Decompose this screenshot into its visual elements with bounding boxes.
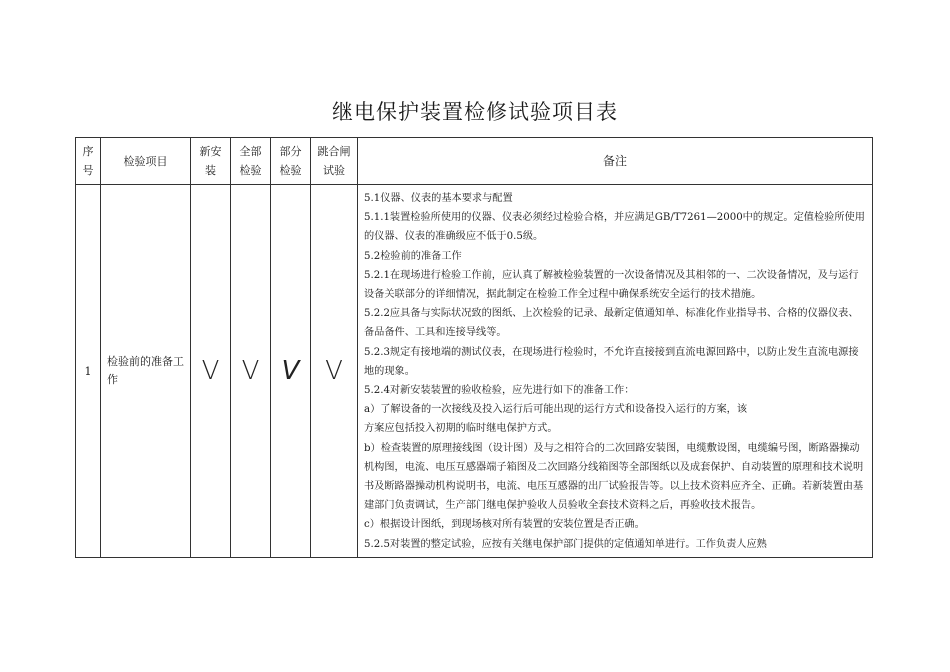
table-row xyxy=(76,185,873,558)
row-item: 检验前的准备工作 xyxy=(101,185,191,558)
header-seq-line1: 序 xyxy=(82,145,94,158)
note-line: 5.1仪器、仪表的基本要求与配置 xyxy=(364,193,513,204)
note-line: c）根据设计图纸，到现场核对所有装置的安装位置是否正确。 xyxy=(364,519,645,531)
note-line: 5.2检验前的准备工作 xyxy=(364,250,462,262)
notes-text xyxy=(358,185,872,557)
note-line: 5.2.5对装置的整定试验，应按有关继电保护部门提供的定值通知单进行。工作负责人应熟 xyxy=(364,538,767,550)
header-partial-line2: 检验 xyxy=(279,164,302,177)
header-new-line1: 新安 xyxy=(199,145,222,158)
inspection-table xyxy=(75,137,873,558)
header-new-install xyxy=(191,138,231,185)
header-trip-line1: 跳合闸 xyxy=(317,145,351,158)
note-line: a）了解设备的一次接线及投入运行后可能出现的运行方式和设备投入运行的方案，该 xyxy=(364,404,748,416)
header-trip-test xyxy=(311,138,358,185)
header-trip-line2: 试验 xyxy=(323,164,345,177)
header-full-line1: 全部 xyxy=(239,145,262,158)
mark-trip-test: V xyxy=(311,185,358,558)
note-line: 方案应包括投入初期的临时继电保护方式。 xyxy=(364,423,558,435)
header-seq-line2: 号 xyxy=(82,164,94,177)
header-full-line2: 检验 xyxy=(239,164,262,177)
header-remark: 备注 xyxy=(358,138,873,185)
header-new-line2: 装 xyxy=(205,164,216,177)
mark-new-install: V xyxy=(191,185,231,558)
note-line: b）检查装置的原理接线图（设计图）及与之相符合的二次回路安装图，电缆敷设图，电缆编号图，断路器操动机构图，电流、电压互感器端子箱图及二次回路分线箱图等全部图纸以及成套保护、自动装置的原理和技术说明书及断路器操动机构说明书，电流、电压互感器的出厂试验报告等。以上技术资料应齐全、正确。若新装置由基建部门负责调试，生产部门继电保护验收人员验收全套技术资料之后，再验收技术报告。 xyxy=(364,442,864,512)
header-partial-inspection xyxy=(271,138,311,185)
header-full-inspection xyxy=(231,138,271,185)
page-title: 继电保护装置检修试验项目表 xyxy=(332,100,618,124)
row-seq: 1 xyxy=(76,185,101,558)
mark-full-inspection: V xyxy=(231,185,271,558)
header-item: 检验项目 xyxy=(101,138,191,185)
note-line: 5.2.1在现场进行检验工作前，应认真了解被检验装置的一次设备情况及其相邻的一、二次设备情况，及与运行设备关联部分的详细情况，据此制定在检验工作全过程中确保系统安全运行的技术措施。 xyxy=(364,269,859,301)
note-line: 5.1.1装置检验所使用的仪器、仪表必须经过检验合格，并应满足GB/T7261—2000中的规定。定值检验所使用的仪器、仪表的准确级应不低于0.5级。 xyxy=(364,212,865,243)
note-line: 5.2.2应具备与实际状况致的图纸、上次检验的记录、最新定值通知单、标准化作业指导书、合格的仪器仪表、备品备件、工具和连接导线等。 xyxy=(364,308,859,339)
note-line: 5.2.4对新安装装置的验收检验，应先进行如下的准备工作： xyxy=(364,385,635,397)
row-notes xyxy=(358,185,873,558)
header-seq xyxy=(76,138,101,185)
mark-partial-inspection: V xyxy=(271,185,311,558)
header-row xyxy=(76,138,873,185)
note-line: 5.2.3规定有接地端的测试仪表，在现场进行检验时，不允许直接接到直流电源回路中，以防止发生直流电源接地的现象。 xyxy=(364,346,859,377)
header-partial-line1: 部分 xyxy=(279,145,302,158)
